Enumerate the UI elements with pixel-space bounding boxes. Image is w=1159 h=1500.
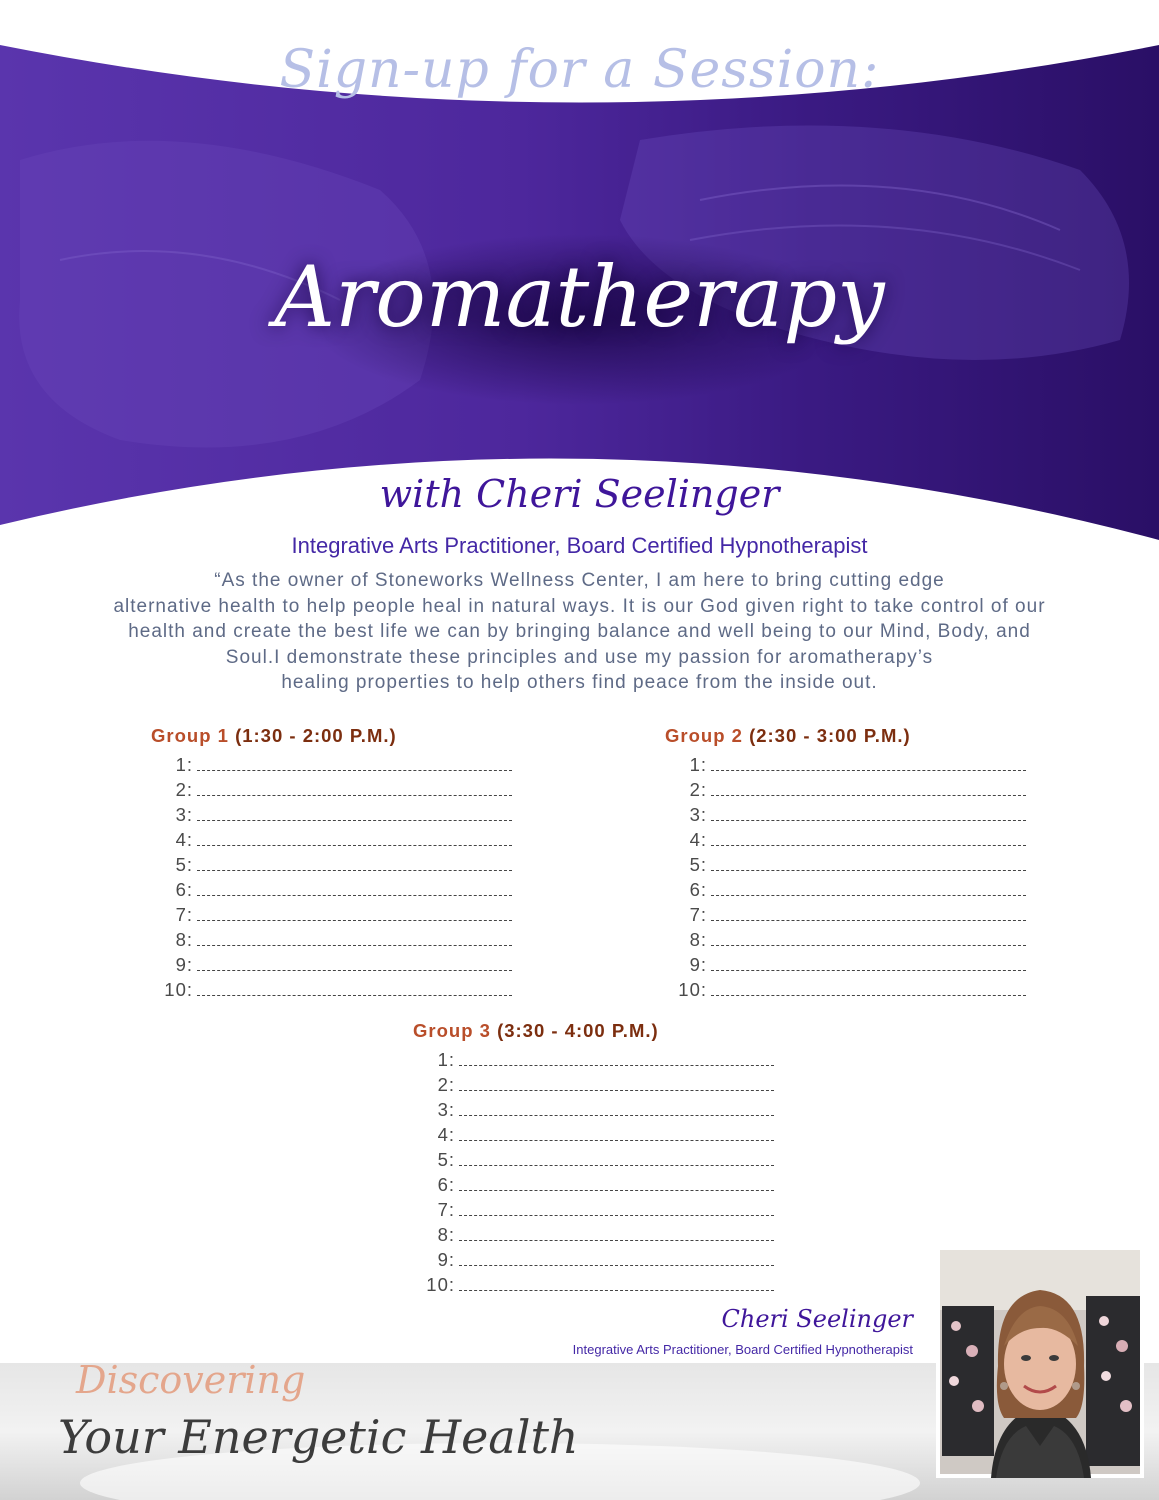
slot-number: 4:	[689, 829, 707, 850]
slot-number: 6:	[689, 879, 707, 900]
slot-number: 9:	[175, 954, 193, 975]
signup-slot	[665, 752, 1026, 777]
signup-slot	[413, 1247, 774, 1272]
name-blank-line[interactable]	[711, 852, 1026, 871]
slot-number: 7:	[689, 904, 707, 925]
signup-slot	[665, 777, 1026, 802]
name-blank-line[interactable]	[459, 1097, 774, 1116]
signup-slot	[413, 1147, 774, 1172]
group-name: Group 2	[665, 725, 743, 746]
name-blank-line[interactable]	[711, 902, 1026, 921]
signup-slot	[151, 927, 512, 952]
name-blank-line[interactable]	[197, 802, 512, 821]
slot-number: 2:	[689, 779, 707, 800]
name-blank-line[interactable]	[459, 1222, 774, 1241]
group-name: Group 1	[151, 725, 229, 746]
slot-number: 10:	[678, 979, 707, 1000]
name-blank-line[interactable]	[711, 927, 1026, 946]
signup-slot	[413, 1072, 774, 1097]
signup-slot	[413, 1197, 774, 1222]
group-2-signup	[665, 725, 1026, 1002]
name-blank-line[interactable]	[197, 852, 512, 871]
slot-number: 3:	[437, 1099, 455, 1120]
signature-credential: Integrative Arts Practitioner, Board Certified Hypnotherapist	[572, 1342, 913, 1357]
presenter-name: with Cheri Seelinger	[379, 472, 780, 516]
group-1-signup	[151, 725, 512, 1002]
name-blank-line[interactable]	[197, 827, 512, 846]
signup-slot	[151, 752, 512, 777]
group-3-title	[413, 1020, 774, 1047]
signup-slot	[665, 952, 1026, 977]
slot-number: 4:	[437, 1124, 455, 1145]
group-time: (3:30 - 4:00 P.M.)	[497, 1020, 659, 1041]
name-blank-line[interactable]	[459, 1072, 774, 1091]
slot-number: 2:	[437, 1074, 455, 1095]
footer-tagline: Your Energetic Health	[58, 1410, 579, 1464]
slot-number: 5:	[437, 1149, 455, 1170]
signup-slot	[151, 952, 512, 977]
signup-slot	[151, 777, 512, 802]
signup-slot	[665, 927, 1026, 952]
slot-number: 6:	[437, 1174, 455, 1195]
name-blank-line[interactable]	[711, 802, 1026, 821]
name-blank-line[interactable]	[711, 977, 1026, 996]
name-blank-line[interactable]	[197, 902, 512, 921]
signup-slot	[413, 1222, 774, 1247]
signup-slot	[413, 1172, 774, 1197]
name-blank-line[interactable]	[197, 927, 512, 946]
slot-number: 3:	[175, 804, 193, 825]
signup-slot	[665, 827, 1026, 852]
name-blank-line[interactable]	[197, 977, 512, 996]
signup-slot	[151, 902, 512, 927]
slot-number: 2:	[175, 779, 193, 800]
name-blank-line[interactable]	[459, 1147, 774, 1166]
slot-number: 5:	[175, 854, 193, 875]
presenter-photo	[936, 1246, 1144, 1478]
name-blank-line[interactable]	[459, 1122, 774, 1141]
name-blank-line[interactable]	[197, 752, 512, 771]
slot-number: 3:	[689, 804, 707, 825]
signup-slot	[413, 1097, 774, 1122]
slot-number: 1:	[689, 754, 707, 775]
signup-slot	[665, 802, 1026, 827]
name-blank-line[interactable]	[711, 777, 1026, 796]
name-blank-line[interactable]	[459, 1172, 774, 1191]
name-blank-line[interactable]	[459, 1197, 774, 1216]
slot-number: 7:	[437, 1199, 455, 1220]
signup-slot	[665, 902, 1026, 927]
footer-discovering: Discovering	[76, 1358, 306, 1402]
slot-number: 8:	[689, 929, 707, 950]
name-blank-line[interactable]	[197, 777, 512, 796]
group-time: (1:30 - 2:00 P.M.)	[235, 725, 397, 746]
signup-slot	[413, 1272, 774, 1297]
name-blank-line[interactable]	[459, 1047, 774, 1066]
group-2-title	[665, 725, 1026, 752]
slot-number: 1:	[437, 1049, 455, 1070]
signup-slot	[151, 852, 512, 877]
name-blank-line[interactable]	[711, 877, 1026, 896]
presenter-quote: “As the owner of Stoneworks Wellness Center, I am here to bring cutting edge alternative health to help people heal in natural ways. It is our God given right to take control of our health and create the best life we can by bringing balance and well being to our Mind, Body, and Soul.I demonstrate these principles and use my passion for aromatherapy’s healing properties to help others find peace from the inside out.	[113, 570, 1046, 693]
group-name: Group 3	[413, 1020, 491, 1041]
signup-slot	[151, 827, 512, 852]
signup-slot	[151, 977, 512, 1002]
slot-number: 4:	[175, 829, 193, 850]
slot-number: 8:	[437, 1224, 455, 1245]
group-3-signup	[413, 1020, 774, 1297]
name-blank-line[interactable]	[197, 877, 512, 896]
slot-number: 5:	[689, 854, 707, 875]
slot-number: 9:	[689, 954, 707, 975]
group-1-title	[151, 725, 512, 752]
slot-number: 10:	[426, 1274, 455, 1295]
session-title: Aromatherapy	[274, 248, 885, 346]
slot-number: 9:	[437, 1249, 455, 1270]
signup-slot	[665, 877, 1026, 902]
name-blank-line[interactable]	[197, 952, 512, 971]
slot-number: 8:	[175, 929, 193, 950]
name-blank-line[interactable]	[711, 752, 1026, 771]
name-blank-line[interactable]	[459, 1272, 774, 1291]
signature-name: Cheri Seelinger	[721, 1305, 913, 1333]
signup-slot	[151, 802, 512, 827]
signup-slot	[665, 977, 1026, 1002]
name-blank-line[interactable]	[711, 827, 1026, 846]
slot-number: 10:	[164, 979, 193, 1000]
name-blank-line[interactable]	[711, 952, 1026, 971]
name-blank-line[interactable]	[459, 1247, 774, 1266]
signup-slot	[413, 1122, 774, 1147]
slot-number: 1:	[175, 754, 193, 775]
signup-slot	[413, 1047, 774, 1072]
presenter-credential: Integrative Arts Practitioner, Board Certified Hypnotherapist	[291, 533, 868, 558]
slot-number: 6:	[175, 879, 193, 900]
signup-slot	[665, 852, 1026, 877]
slot-number: 7:	[175, 904, 193, 925]
signup-heading: Sign-up for a Session:	[279, 40, 880, 100]
group-time: (2:30 - 3:00 P.M.)	[749, 725, 911, 746]
signup-slot	[151, 877, 512, 902]
